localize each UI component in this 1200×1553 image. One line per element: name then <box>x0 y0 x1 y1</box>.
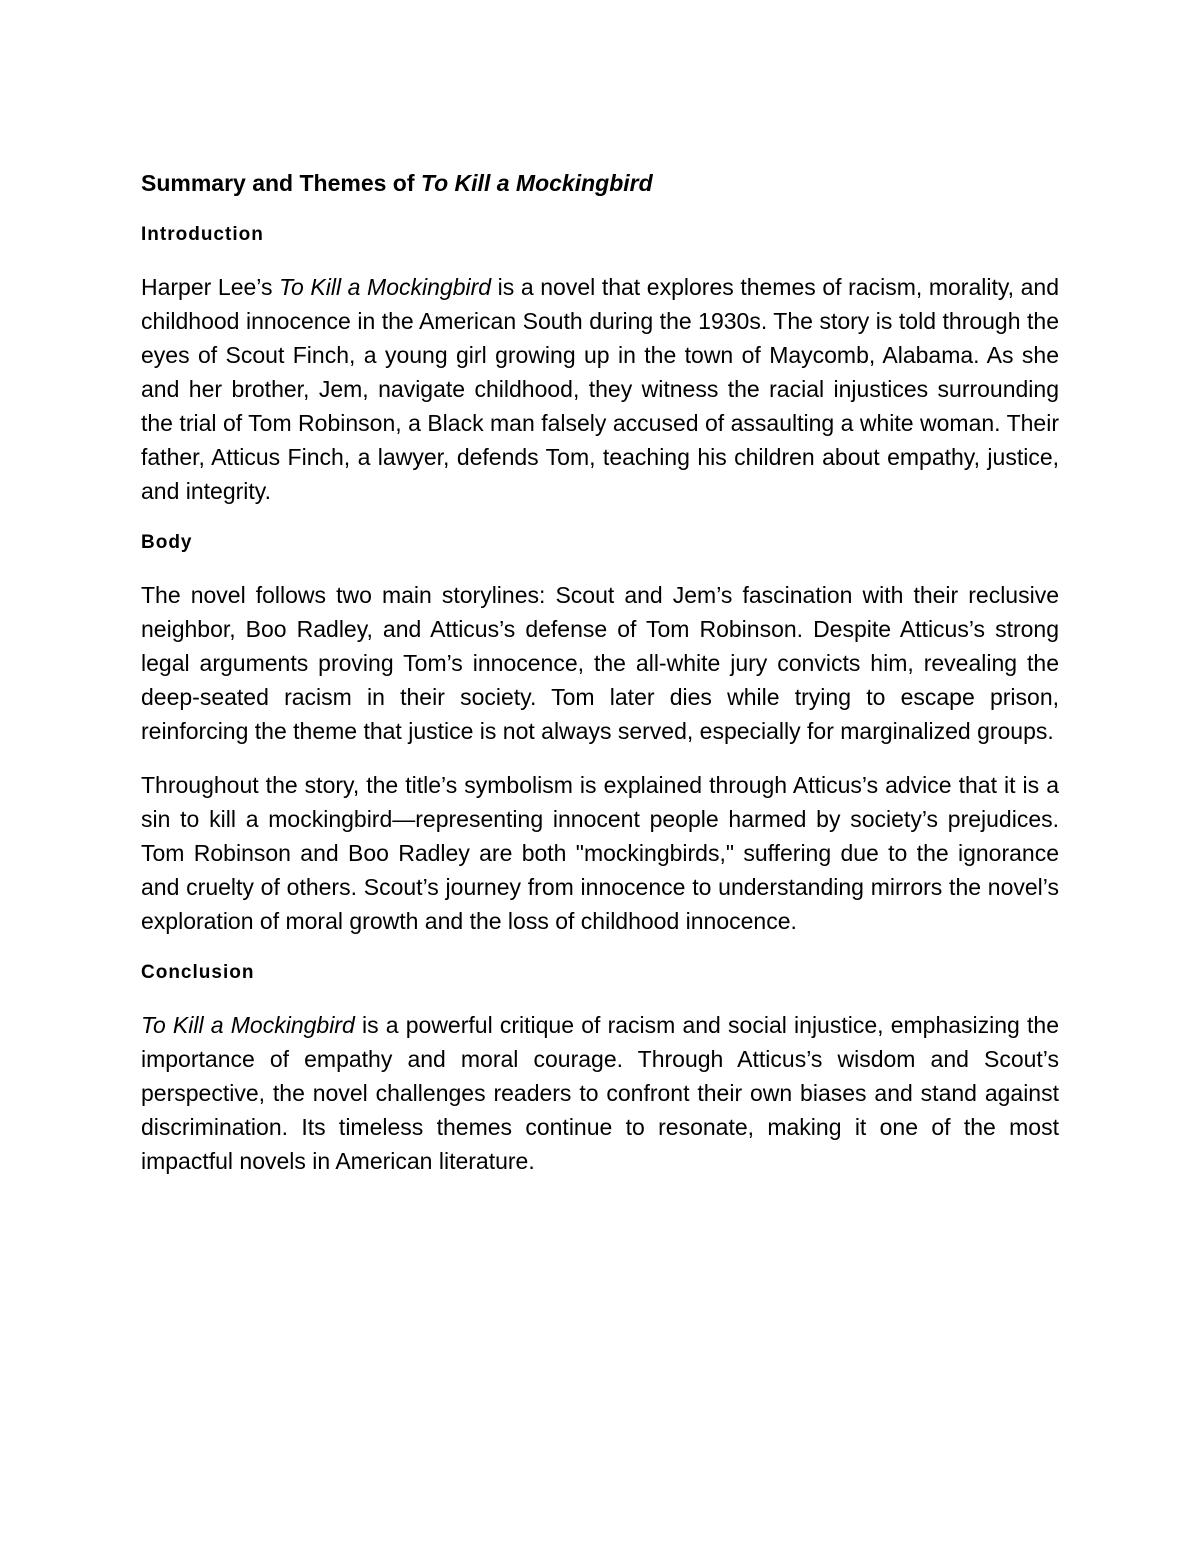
title-book-name: To Kill a Mockingbird <box>420 170 653 196</box>
document-title <box>141 166 1059 200</box>
body-heading: Body <box>141 532 193 553</box>
intro-book-name: To Kill a Mockingbird <box>279 274 492 300</box>
intro-text-before: Harper Lee’s <box>141 274 280 300</box>
conclusion-paragraph <box>141 1008 1059 1178</box>
body-paragraph-2: Throughout the story, the title’s symbolism is explained through Atticus’s advice that it is a sin to kill a mockingbird—representing innocent people harmed by society’s prejudices. Tom Robinson and Boo Radley are both "mockingbirds," suffering due to the ignorance and cruelty of others. Scout’s journey from innocence to understanding mirrors the novel’s exploration of moral growth and the loss of childhood innocence. <box>141 772 1059 934</box>
conclusion-book-name: To Kill a Mockingbird <box>141 1012 355 1038</box>
introduction-paragraph <box>141 270 1059 508</box>
body-paragraph-1: The novel follows two main storylines: Scout and Jem’s fascination with their reclusive neighbor, Boo Radley, and Atticus’s defense of Tom Robinson. Despite Atticus’s strong legal arguments proving Tom’s innocence, the all-white jury convicts him, revealing the deep-seated racism in their society. Tom later dies while trying to escape prison, reinforcing the theme that justice is not always served, especially for marginalized groups. <box>141 582 1059 744</box>
title-prefix: Summary and Themes of <box>141 170 421 196</box>
introduction-heading: Introduction <box>141 224 264 245</box>
document-content <box>141 166 1059 1178</box>
conclusion-heading: Conclusion <box>141 962 255 983</box>
conclusion-text-after: is a powerful critique of racism and social injustice, emphasizing the importance of empathy and moral courage. Through Atticus’s wisdom and Scout’s perspective, the novel challenges readers to confront their own biases and stand against discrimination. Its timeless themes continue to resonate, making it one of the most impactful novels in American literature. <box>141 1012 1060 1174</box>
intro-text-after: is a novel that explores themes of racism, morality, and childhood innocence in the American South during the 1930s. The story is told through the eyes of Scout Finch, a young girl growing up in the town of Maycomb, Alabama. As she and her brother, Jem, navigate childhood, they witness the racial injustices surrounding the trial of Tom Robinson, a Black man falsely accused of assaulting a white woman. Their father, Atticus Finch, a lawyer, defends Tom, teaching his children about empathy, justice, and integrity. <box>141 274 1060 504</box>
